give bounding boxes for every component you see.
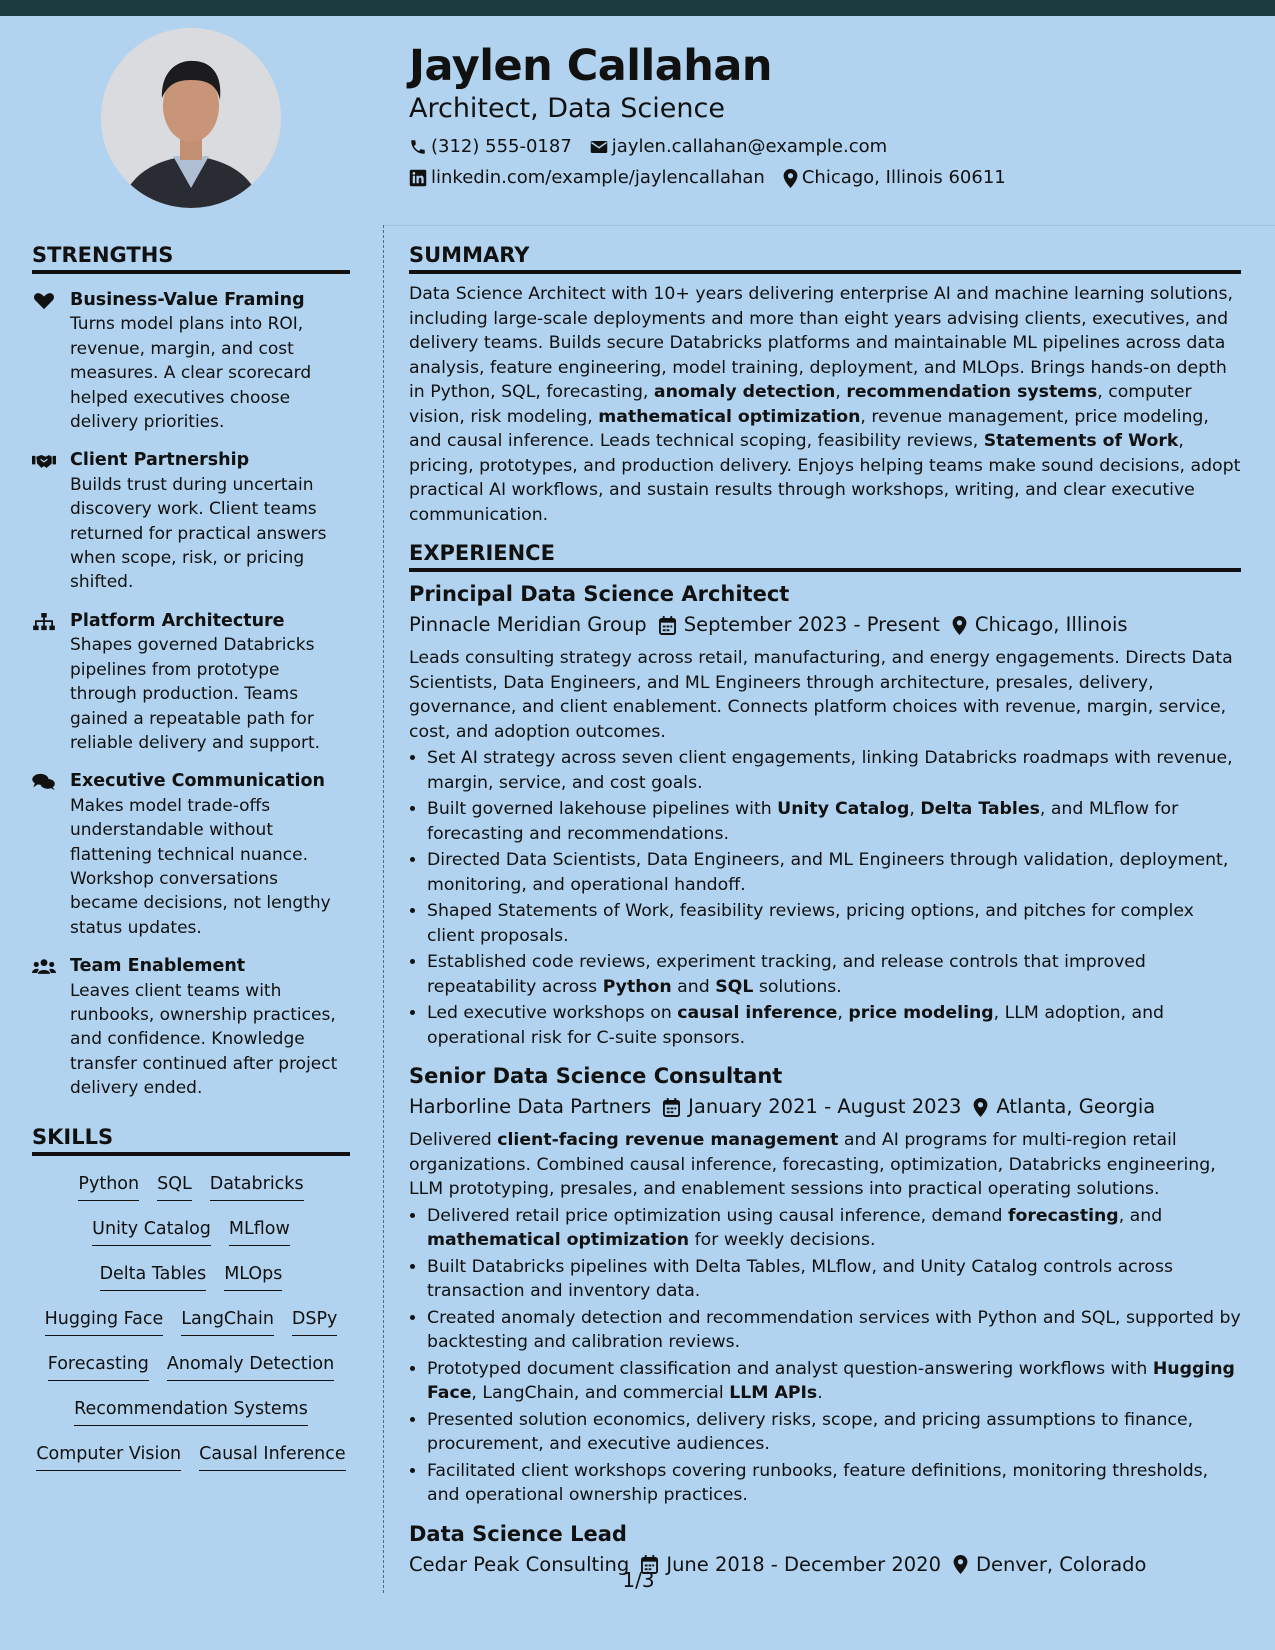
- strength-title: Platform Architecture: [70, 610, 285, 631]
- strength-text: Shapes governed Databricks pipelines from prototype through production. Teams gained a repeatable path for reliable delivery and support.: [70, 635, 321, 753]
- linkedin-contact[interactable]: [409, 167, 765, 189]
- avatar-icon: [101, 28, 281, 208]
- bullet-item: • Established code reviews, experiment tracking, and release controls that improved repeatability across Python and SQL solutions.: [427, 950, 1241, 999]
- strength-title: Executive Communication: [70, 771, 325, 792]
- profile-photo: [101, 28, 281, 208]
- strength-text: Turns model plans into ROI, revenue, margin, and cost measures. A clear scorecard helped executives choose delivery priorities.: [70, 314, 312, 433]
- bullet-item: • Presented solution economics, delivery risks, scope, and pricing assumptions to finance, procurement, and executive audiences.: [427, 1408, 1241, 1457]
- linkedin-url[interactable]: linkedin.com/example/jaylencallahan: [431, 167, 765, 188]
- calendar-icon: [663, 1098, 680, 1117]
- strength-title: Business-Value Framing: [70, 290, 305, 310]
- strength-text: Builds trust during uncertain discovery work. Client teams returned for practical answers when scope, risk, or pricing shifted.: [70, 474, 327, 593]
- company-name: Pinnacle Meridian Group: [409, 613, 647, 636]
- location-contact: [783, 167, 1006, 189]
- job-bullets: [409, 1204, 1241, 1508]
- skill-tag: DSPy: [292, 1307, 338, 1336]
- job-dates: January 2021 - August 2023: [688, 1095, 962, 1118]
- job-dates: September 2023 - Present: [683, 613, 940, 636]
- skill-tag: Anomaly Detection: [167, 1352, 334, 1381]
- strength-text: Makes model trade-offs understandable without flattening technical nuance. Workshop conversations became decisions, not lengthy status updates.: [70, 795, 331, 938]
- experience-heading: EXPERIENCE: [409, 539, 1241, 572]
- column-divider: [383, 225, 384, 1593]
- bullet-item: • Built governed lakehouse pipelines with Unity Catalog, Delta Tables, and MLflow for forecasting and recommendations.: [427, 797, 1241, 846]
- job-entry: [409, 580, 1241, 1050]
- strength-title: Client Partnership: [70, 450, 250, 471]
- bullet-item: • Built Databricks pipelines with Delta Tables, MLflow, and Unity Catalog controls across transaction and inventory data.: [427, 1255, 1241, 1304]
- users-icon: [32, 958, 56, 976]
- skill-tag: Hugging Face: [45, 1307, 164, 1336]
- skill-tag: Python: [78, 1172, 139, 1201]
- job-entry: [409, 1062, 1241, 1508]
- job-location: Denver, Colorado: [975, 1552, 1147, 1576]
- map-pin-icon: [973, 1098, 988, 1117]
- bullet-item: • Delivered retail price optimization using causal inference, demand forecasting, and mathematical optimization for weekly decisions.: [427, 1204, 1241, 1253]
- skill-tag: LangChain: [181, 1307, 274, 1336]
- skill-tag: Unity Catalog: [92, 1217, 211, 1246]
- job-description: Leads consulting strategy across retail, manufacturing, and energy engagements. Directs Data Scientists, Data Engineers, and ML Engineers through architecture, presales, delivery, governance, and client enablement. Connects platform choices with revenue, margin, service, cost, and adoption outcomes.: [409, 648, 1233, 742]
- comments-icon: [32, 773, 56, 791]
- strengths-heading: STRENGTHS: [32, 241, 350, 274]
- page-number-text: 1/3: [622, 1568, 655, 1592]
- sitemap-icon: [32, 613, 56, 631]
- skill-tag: MLOps: [224, 1262, 282, 1291]
- map-pin-icon: [952, 616, 967, 635]
- skill-tag: Delta Tables: [100, 1262, 207, 1291]
- envelope-icon: [590, 139, 608, 155]
- bullet-item: • Led executive workshops on causal inference, price modeling, LLM adoption, and operational risk for C-suite sponsors.: [427, 1001, 1241, 1050]
- skills-heading: SKILLS: [32, 1123, 350, 1156]
- resume-header: [409, 40, 1249, 189]
- calendar-icon: [659, 616, 676, 635]
- job-meta: [409, 1094, 1241, 1120]
- job-location: Atlanta, Georgia: [996, 1095, 1156, 1118]
- skill-tag: Recommendation Systems: [74, 1397, 308, 1426]
- candidate-role: Architect, Data Science: [409, 93, 725, 124]
- job-title: Principal Data Science Architect: [409, 582, 790, 606]
- left-column: [32, 241, 350, 1487]
- candidate-name: Jaylen Callahan: [409, 41, 773, 91]
- strength-item: [32, 609, 350, 755]
- handshake-icon: [32, 452, 56, 470]
- skills-list: [32, 1172, 350, 1487]
- heart-icon: [32, 292, 56, 310]
- bullet-item: • Shaped Statements of Work, feasibility reviews, pricing options, and pitches for complex client proposals.: [427, 899, 1241, 948]
- strength-item: [32, 448, 350, 594]
- right-column: [409, 241, 1241, 1578]
- skill-tag: SQL: [157, 1172, 192, 1201]
- job-description: Delivered client-facing revenue management and AI programs for multi-region retail organizations. Combined causal inference, forecasting, optimization, Databricks engineering, LLM prototyping, presales, and enablement sessions into practical operating solutions.: [409, 1130, 1216, 1199]
- job-title: Senior Data Science Consultant: [409, 1064, 783, 1088]
- phone-number: (312) 555-0187: [431, 136, 572, 157]
- summary-heading: SUMMARY: [409, 241, 1241, 274]
- job-dates: June 2018 - December 2020: [666, 1552, 941, 1576]
- strength-item: [32, 769, 350, 940]
- location-text: Chicago, Illinois 60611: [801, 167, 1006, 188]
- strength-text: Leaves client teams with runbooks, ownership practices, and confidence. Knowledge transfer continued after project delivery ended.: [70, 980, 338, 1099]
- header-separator: [383, 225, 1275, 226]
- strength-item: [32, 288, 350, 434]
- email-address[interactable]: jaylen.callahan@example.com: [611, 136, 888, 157]
- job-meta: [409, 612, 1241, 638]
- bullet-item: • Created anomaly detection and recommendation services with Python and SQL, supported by backtesting and calibration reviews.: [427, 1306, 1241, 1355]
- email-contact[interactable]: [590, 136, 887, 158]
- bullet-item: • Facilitated client workshops covering runbooks, feature definitions, monitoring thresholds, and operational ownership practices.: [427, 1459, 1241, 1508]
- skill-tag: Computer Vision: [36, 1442, 181, 1471]
- company-name: Cedar Peak Consulting: [409, 1552, 630, 1576]
- skill-tag: Databricks: [210, 1172, 304, 1201]
- job-location: Chicago, Illinois: [974, 613, 1128, 636]
- skill-tag: Causal Inference: [199, 1442, 346, 1471]
- job-title: Data Science Lead: [409, 1521, 627, 1546]
- strength-title: Team Enablement: [70, 956, 246, 977]
- phone-contact: [409, 136, 572, 158]
- linkedin-icon: [409, 169, 427, 187]
- job-bullets: [409, 746, 1241, 1050]
- company-name: Harborline Data Partners: [409, 1095, 652, 1118]
- top-bar: [0, 0, 1275, 16]
- bullet-item: • Directed Data Scientists, Data Engineers, and ML Engineers through validation, deployment, monitoring, and operational handoff.: [427, 848, 1241, 897]
- bullet-item: • Prototyped document classification and analyst question-answering workflows with Hugging Face, LangChain, and commercial LLM APIs.: [427, 1357, 1241, 1406]
- bullet-item: • Set AI strategy across seven client engagements, linking Databricks roadmaps with revenue, margin, service, and cost goals.: [427, 746, 1241, 795]
- skill-tag: Forecasting: [48, 1352, 149, 1381]
- map-pin-icon: [783, 169, 798, 188]
- summary-text: Data Science Architect with 10+ years delivering enterprise AI and machine learning solutions, including large-scale deployments and more than eight years advising clients, executives, and delivery teams. Builds secure Databricks platforms and maintainable ML pipelines across data analysis, feature engineering, model training, deployment, and MLOps. Brings hands-on depth in Python, SQL, forecasting, anomaly detection, recommendation systems, computer vision, risk modeling, mathematical optimization, revenue management, price modeling, and causal inference. Leads technical scoping, feasibility reviews, Statements of Work, pricing, prototypes, and production delivery. Enjoys helping teams make sound decisions, adopt practical AI workflows, and sustain results through workshops, writing, and clear executive communication.: [409, 284, 1241, 525]
- phone-icon: [409, 138, 427, 156]
- page-number: [0, 1568, 1275, 1592]
- skill-tag: MLflow: [229, 1217, 290, 1246]
- strength-item: [32, 954, 350, 1100]
